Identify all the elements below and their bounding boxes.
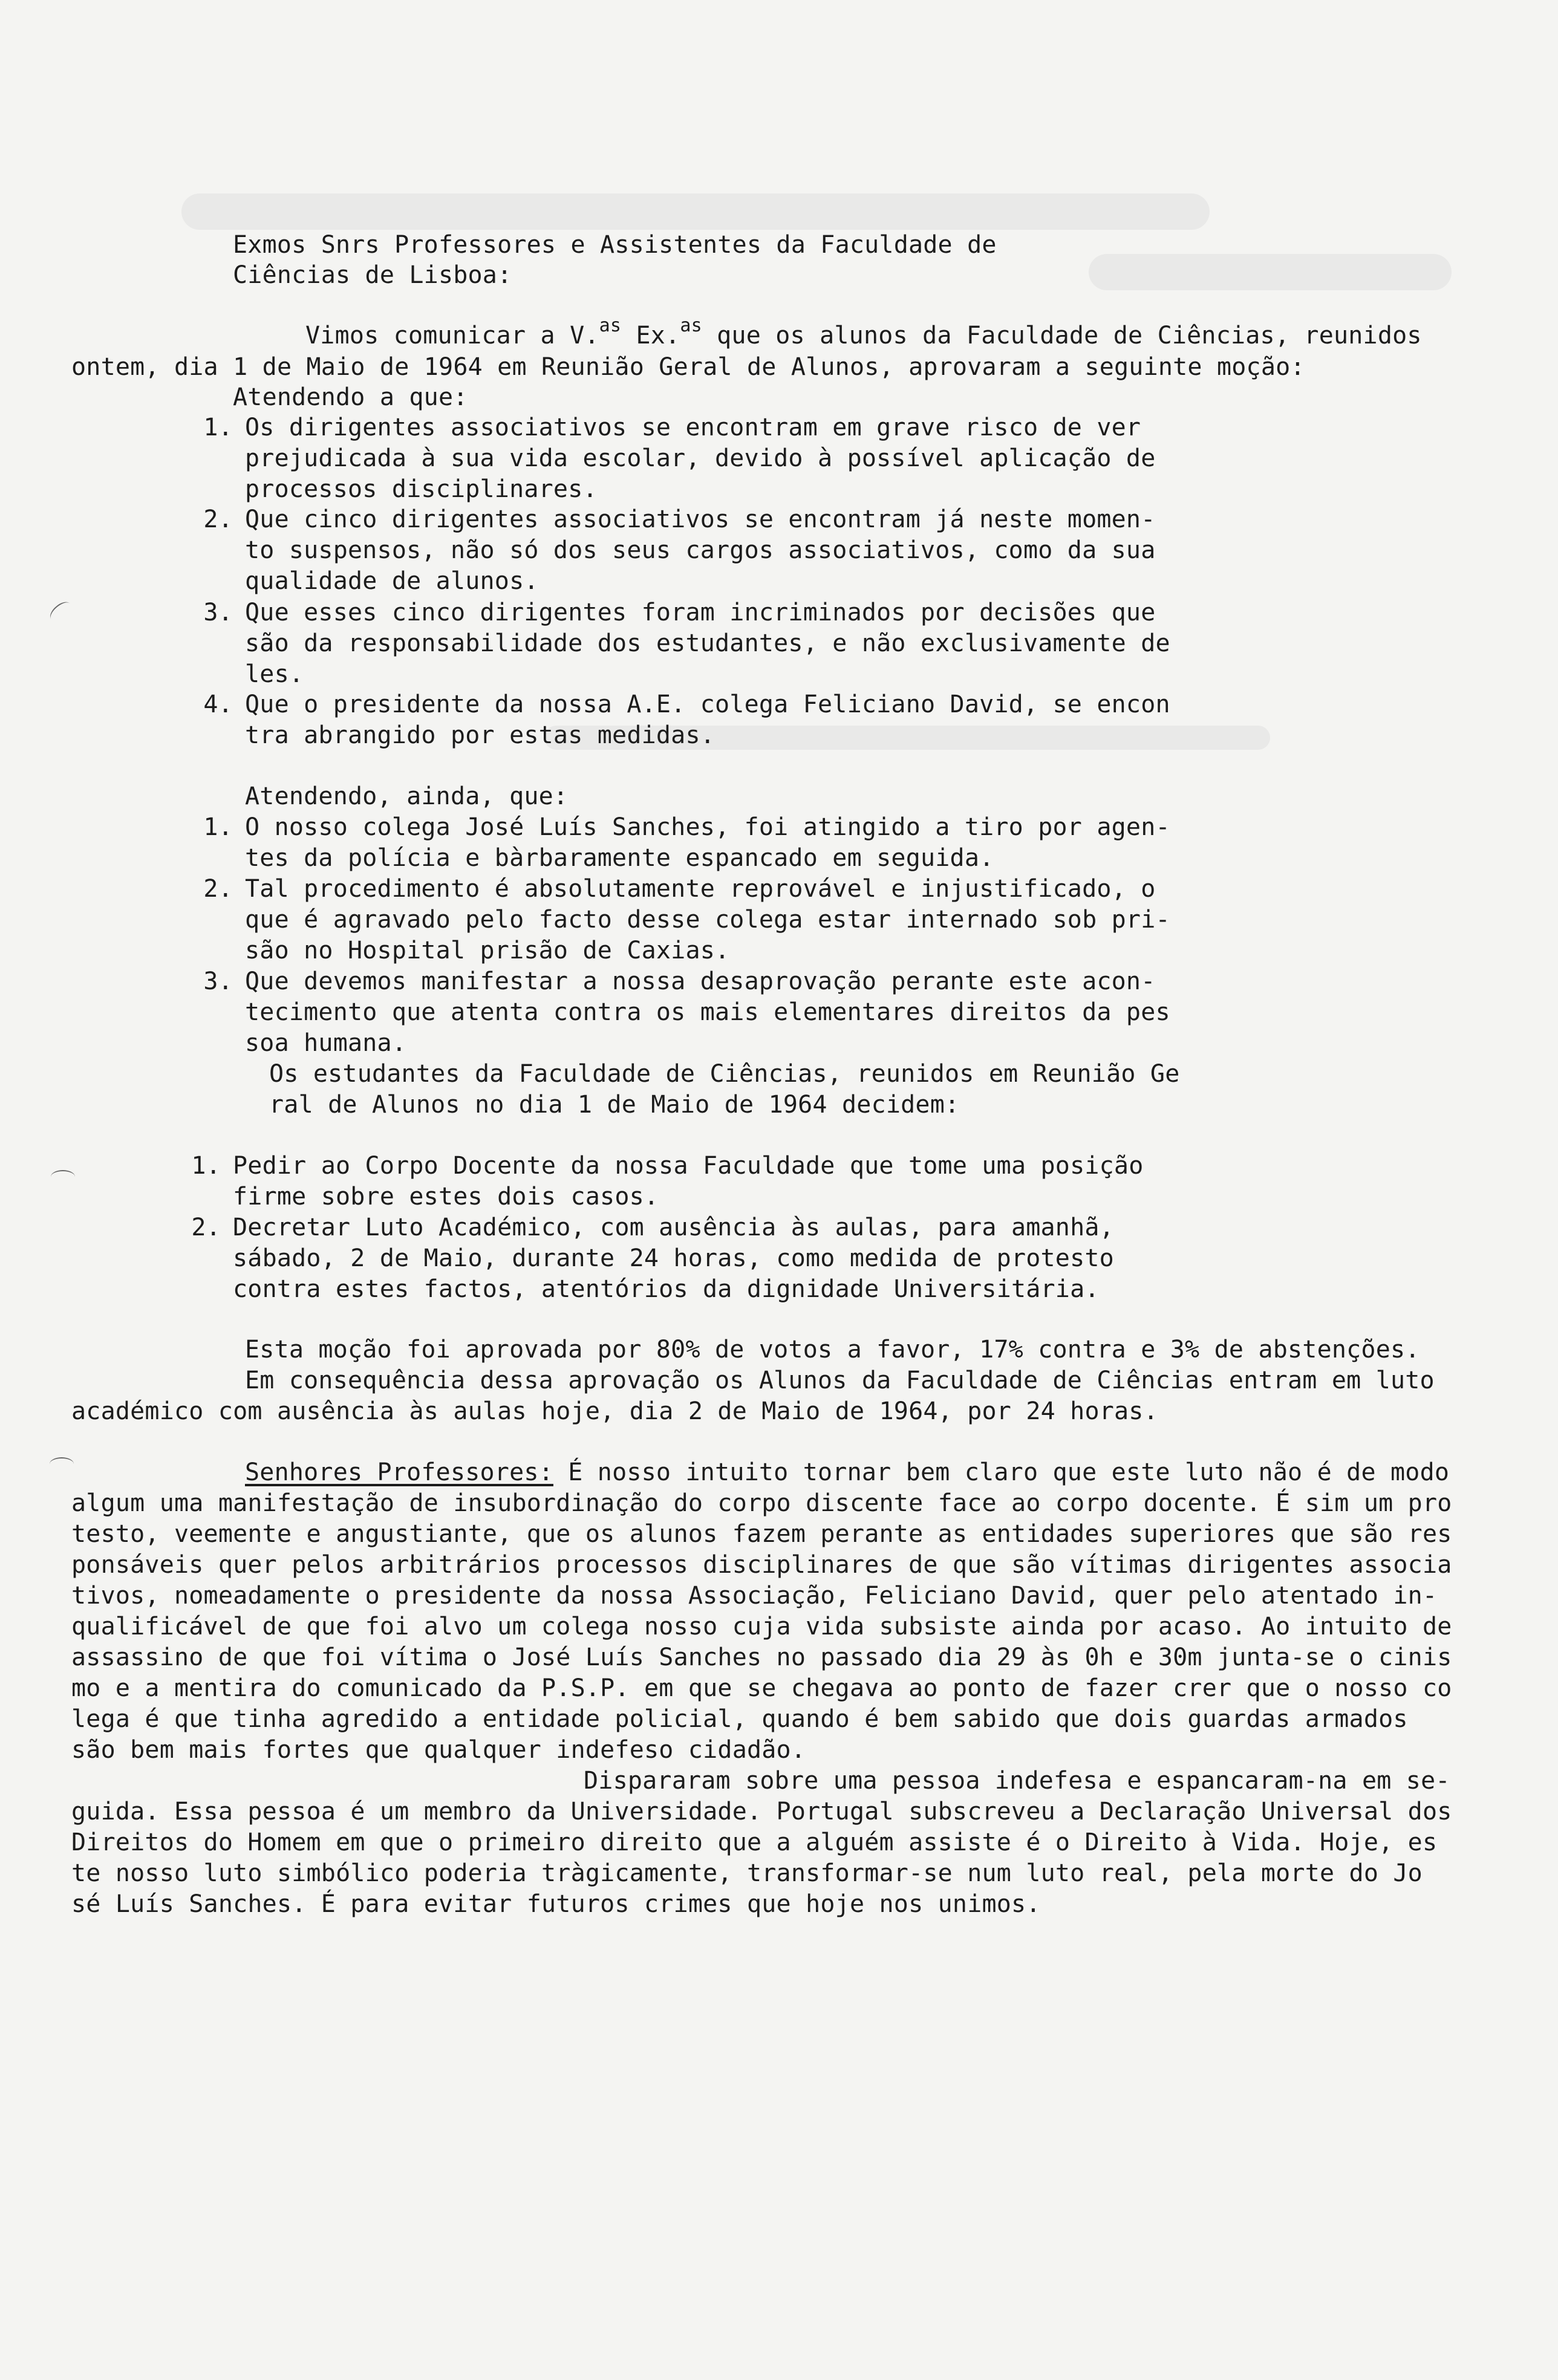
- intro-line-2: ontem, dia 1 de Maio de 1964 em Reunião Geral de Alunos, aprovaram a seguinte moção:: [71, 353, 1305, 381]
- list-item: 2. Decretar Luto Académico, com ausência às aulas, para amanhã,: [191, 1214, 1114, 1241]
- bleed-through-smudge: [181, 193, 1210, 230]
- intro-part-b: Ex.: [621, 322, 680, 350]
- vote-result-line: académico com ausência às aulas hoje, dia 2 de Maio de 1964, por 24 horas.: [71, 1397, 1158, 1425]
- paragraph-line: guida. Essa pessoa é um membro da Universidade. Portugal subscreveu a Declaração Universal dos: [71, 1798, 1452, 1826]
- salutation-line-2: Ciências de Lisboa:: [233, 261, 512, 289]
- margin-mark: [51, 1170, 75, 1183]
- list-item-line: sábado, 2 de Maio, durante 24 horas, como medida de protesto: [233, 1244, 1114, 1272]
- list-item: 4. Que o presidente da nossa A.E. colega Feliciano David, se encon: [203, 691, 1170, 718]
- section-heading: Atendendo, ainda, que:: [245, 782, 569, 810]
- list-item-line: tra abrangido por estas medidas.: [245, 721, 715, 749]
- list-item-line: prejudicada à sua vida escolar, devido à possível aplicação de: [245, 444, 1156, 472]
- paragraph-line: lega é que tinha agredido a entidade policial, quando é bem sabido que dois guardas armados: [71, 1705, 1408, 1733]
- paragraph-line: Direitos do Homem em que o primeiro direito que a alguém assiste é o Direito à Vida. Hoje, es: [71, 1829, 1438, 1856]
- paragraph-line: são bem mais fortes que qualquer indefeso cidadão.: [71, 1736, 806, 1764]
- list-item: 1. Pedir ao Corpo Docente da nossa Faculdade que tome uma posição: [191, 1152, 1144, 1180]
- list-item: 1. O nosso colega José Luís Sanches, foi atingido a tiro por agen-: [203, 813, 1170, 841]
- list-item: 3. Que devemos manifestar a nossa desaprovação perante este acon-: [203, 967, 1156, 995]
- list-item-line: qualidade de alunos.: [245, 567, 539, 595]
- list-item-line: são da responsabilidade dos estudantes, e não exclusivamente de: [245, 629, 1170, 657]
- paragraph-line: te nosso luto simbólico poderia tràgicamente, transformar-se num luto real, pela morte do Jo: [71, 1859, 1423, 1887]
- decision-intro-line: ral de Alunos no dia 1 de Maio de 1964 decidem:: [269, 1091, 960, 1119]
- vote-result-line: Esta moção foi aprovada por 80% de votos a favor, 17% contra e 3% de abstenções.: [245, 1336, 1420, 1364]
- paragraph-line: testo, veemente e angustiante, que os alunos fazem perante as entidades superiores que são res: [71, 1520, 1452, 1548]
- list-item-line: contra estes factos, atentórios da dignidade Universitária.: [233, 1275, 1100, 1303]
- margin-mark: [50, 1457, 74, 1471]
- professors-paragraph-first-line: Senhores Professores: É nosso intuito tornar bem claro que este luto não é de modo: [245, 1458, 1450, 1486]
- salutation-line-1: Exmos Snrs Professores e Assistentes da Faculdade de: [233, 231, 997, 259]
- list-item-line: que é agravado pelo facto desse colega estar internado sob pri-: [245, 906, 1170, 934]
- paragraph-line: qualificável de que foi alvo um colega nosso cuja vida subsiste ainda por acaso. Ao intuito de: [71, 1613, 1452, 1640]
- list-item-line: soa humana.: [245, 1029, 407, 1057]
- decision-intro-line: Os estudantes da Faculdade de Ciências, reunidos em Reunião Ge: [269, 1060, 1180, 1088]
- margin-mark: [47, 599, 74, 625]
- section-heading: Atendendo a que:: [233, 383, 468, 411]
- intro-line-1: [305, 315, 1422, 353]
- paragraph-line: sé Luís Sanches. É para evitar futuros crimes que hoje nos unimos.: [71, 1890, 1041, 1918]
- list-item-line: tes da polícia e bàrbaramente espancado em seguida.: [245, 844, 994, 872]
- list-item-line: processos disciplinares.: [245, 475, 598, 503]
- list-item-line: firme sobre estes dois casos.: [233, 1183, 659, 1211]
- list-item-line: são no Hospital prisão de Caxias.: [245, 937, 730, 964]
- paragraph-line: mo e a mentira do comunicado da P.S.P. em que se chegava ao ponto de fazer crer que o nosso co: [71, 1674, 1452, 1702]
- paragraph-line: Dispararam sobre uma pessoa indefesa e espancaram-na em se-: [584, 1767, 1450, 1795]
- bleed-through-smudge: [1089, 254, 1452, 290]
- list-item-line: les.: [245, 660, 304, 688]
- paragraph-line: tivos, nomeadamente o presidente da nossa Associação, Feliciano David, quer pelo atentado in-: [71, 1582, 1438, 1610]
- paragraph-line: assassino de que foi vítima o José Luís Sanches no passado dia 29 às 0h e 30m junta-se o cinis: [71, 1644, 1452, 1671]
- paragraph-line: ponsáveis quer pelos arbitrários processos disciplinares de que são vítimas dirigentes associa: [71, 1551, 1452, 1579]
- list-item-line: to suspensos, não só dos seus cargos associativos, como da sua: [245, 536, 1156, 564]
- intro-superscript-1: as: [599, 315, 622, 336]
- list-item: 2. Tal procedimento é absolutamente reprovável e injustificado, o: [203, 875, 1156, 903]
- vote-result-line: Em consequência dessa aprovação os Alunos da Faculdade de Ciências entram em luto: [245, 1367, 1435, 1394]
- intro-part-c: que os alunos da Faculdade de Ciências, reunidos: [702, 322, 1422, 350]
- intro-superscript-2: as: [680, 315, 702, 336]
- list-item: 1. Os dirigentes associativos se encontram em grave risco de ver: [203, 414, 1141, 441]
- professors-label: Senhores Professores:: [245, 1458, 553, 1486]
- list-item: 2. Que cinco dirigentes associativos se encontram já neste momen-: [203, 506, 1156, 533]
- list-item-line: tecimento que atenta contra os mais elementares direitos da pes: [245, 998, 1170, 1026]
- paragraph-line: algum uma manifestação de insubordinação do corpo discente face ao corpo docente. É sim um pro: [71, 1489, 1452, 1517]
- intro-part-a: Vimos comunicar a V.: [305, 322, 599, 350]
- list-item: 3. Que esses cinco dirigentes foram incriminados por decisões que: [203, 599, 1156, 626]
